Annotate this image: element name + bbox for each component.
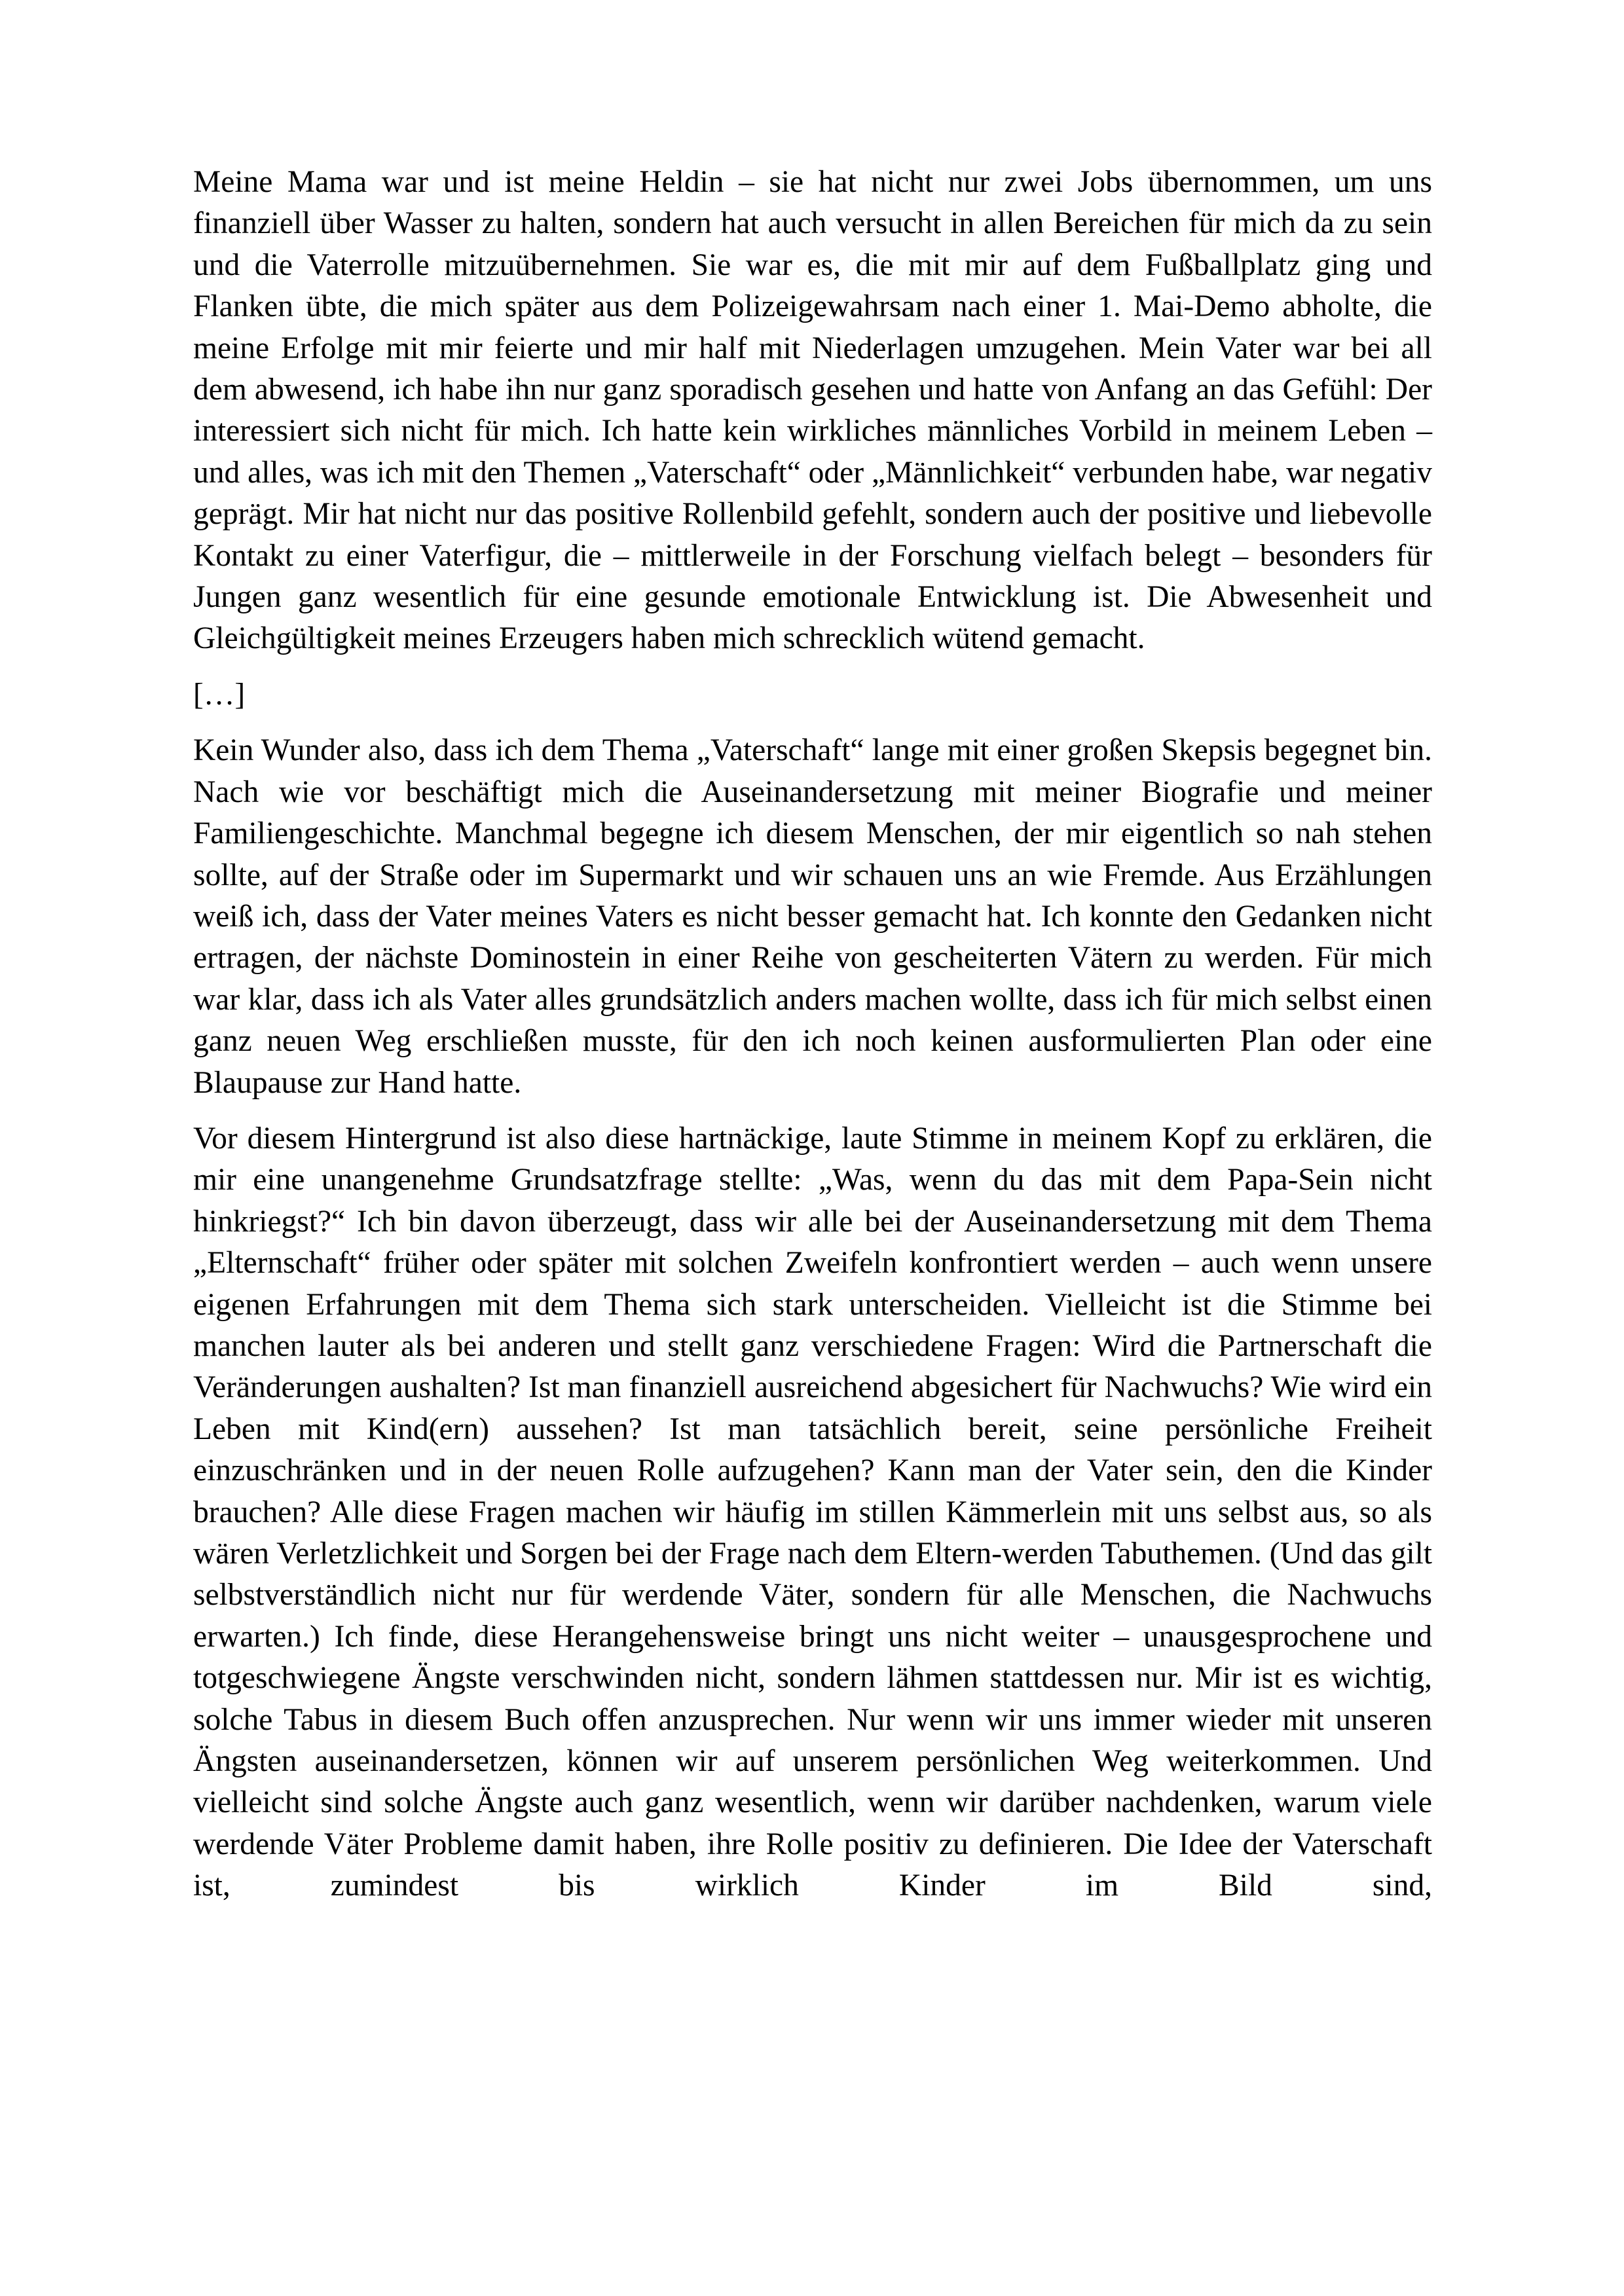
document-page — [193, 162, 1432, 1922]
paragraph-inner-voice: Vor diesem Hintergrund ist also diese hartnäckige, laute Stimme in meinem Kopf zu erklären, die mir eine unangenehme Grundsatzfrage stellte: „Was, wenn du das mit dem Papa-Sein nicht hinkriegst?“ Ich bin davon überzeugt, dass wir alle bei der Auseinandersetzung mit dem Thema „Elternschaft“ früher oder später mit solchen Zweifeln konfrontiert werden – auch wenn unsere eigenen Erfahrungen mit dem Thema sich stark unterscheiden. Vielleicht ist die Stimme bei manchen lauter als bei anderen und stellt ganz verschiedene Fragen: Wird die Partnerschaft die Veränderungen aushalten? Ist man finanziell ausreichend abgesichert für Nachwuchs? Wie wird ein Leben mit Kind(ern) aussehen? Ist man tatsächlich bereit, seine persönliche Freiheit einzuschränken und in der neuen Rolle aufzugehen? Kann man der Vater sein, den die Kinder brauchen? Alle diese Fragen machen wir häufig im stillen Kämmerlein mit uns selbst aus, so als wären Verletzlichkeit und Sorgen bei der Frage nach dem Eltern-werden Tabuthemen. (Und das gilt selbstverständlich nicht nur für werdende Väter, sondern für alle Menschen, die Nachwuchs erwarten.) Ich finde, diese Herangehensweise bringt uns nicht weiter – unausgesprochene und totgeschwiegene Ängste verschwinden nicht, sondern lähmen stattdessen nur. Mir ist es wichtig, solche Tabus in diesem Buch offen anzusprechen. Nur wenn wir uns immer wieder mit unseren Ängsten auseinandersetzen, können wir auf unserem persönlichen Weg weiterkommen. Und vielleicht sind solche Ängste auch ganz wesentlich, wenn wir darüber nachdenken, warum viele werdende Väter Probleme damit haben, ihre Rolle positiv zu definieren. Die Idee der Vaterschaft ist, zumindest bis wirklich Kinder im Bild sind, — [193, 1121, 1432, 1903]
paragraph-mother-heroine: Meine Mama war und ist meine Heldin – sie hat nicht nur zwei Jobs übernommen, um uns finanziell über Wasser zu halten, sondern hat auch versucht in allen Bereichen für mich da zu sein und die Vaterrolle mitzuübernehmen. Sie war es, die mit mir auf dem Fußballplatz ging und Flanken übte, die mich später aus dem Polizeigewahrsam nach einer 1. Mai-Demo abholte, die meine Erfolge mit mir feierte und mir half mit Niederlagen umzugehen. Mein Vater war bei all dem abwesend, ich habe ihn nur ganz sporadisch gesehen und hatte von Anfang an das Gefühl: Der interessiert sich nicht für mich. Ich hatte kein wirkliches männliches Vorbild in meinem Leben – und alles, was ich mit den Themen „Vaterschaft“ oder „Männlichkeit“ verbunden habe, war negativ geprägt. Mir hat nicht nur das positive Rollenbild gefehlt, sondern auch der positive und liebevolle Kontakt zu einer Vaterfigur, die – mittlerweile in der Forschung vielfach belegt – besonders für Jungen ganz wesentlich für eine gesunde emotionale Entwicklung ist. Die Abwesenheit und Gleichgültigkeit meines Erzeugers haben mich schrecklich wütend gemacht. — [193, 165, 1432, 656]
paragraph-skepsis-fatherhood: Kein Wunder also, dass ich dem Thema „Vaterschaft“ lange mit einer großen Skepsis begegnet bin. Nach wie vor beschäftigt mich die Auseinandersetzung mit meiner Biografie und meiner Familiengeschichte. Manchmal begegne ich diesem Menschen, der mir eigentlich so nah stehen sollte, auf der Straße oder im Supermarkt und wir schauen uns an wie Fremde. Aus Erzählungen weiß ich, dass der Vater meines Vaters es nicht besser gemacht hat. Ich konnte den Gedanken nicht ertragen, der nächste Dominostein in einer Reihe von gescheiterten Vätern zu werden. Für mich war klar, dass ich als Vater alles grundsätzlich anders machen wollte, dass ich für mich selbst einen ganz neuen Weg erschließen musste, für den ich noch keinen ausformulierten Plan oder eine Blaupause zur Hand hatte. — [193, 733, 1432, 1100]
omission-marker: […] — [193, 677, 246, 712]
